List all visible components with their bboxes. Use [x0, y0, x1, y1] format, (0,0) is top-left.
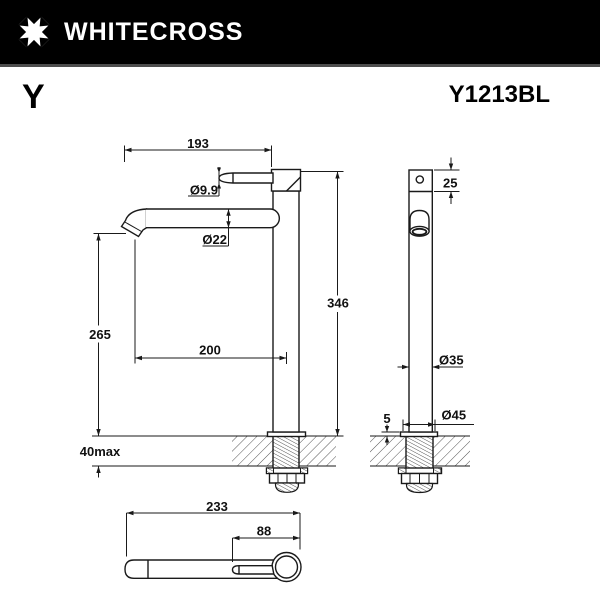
cartridge-head: [272, 170, 301, 192]
handle-knob: [272, 553, 301, 582]
dim-spout-top-label: 193: [187, 136, 209, 151]
lever-handle: [219, 173, 273, 183]
threaded-shank: [406, 436, 433, 468]
dim-head-height-label: 25: [443, 175, 458, 191]
brand-name: WHITECROSS: [64, 17, 244, 46]
dim-counter-thickness-label: 40max: [79, 444, 121, 459]
dim-base-plate-label: 5: [383, 411, 391, 426]
dim-outlet-height-label: 265: [89, 327, 111, 342]
dim-lever-diameter-label: Ø9.9: [189, 182, 218, 198]
dim-base-diameter-label: Ø45: [441, 407, 467, 423]
threaded-shank: [273, 436, 299, 468]
dim-body-diameter-label: Ø35: [439, 352, 464, 368]
shank-tail: [407, 484, 433, 493]
front-view: [80, 136, 349, 492]
dim-spout-diameter-label: Ø22: [202, 232, 227, 247]
dim-handle-length-label: 88: [256, 523, 272, 539]
dim-spout-reach-label: 200: [199, 342, 221, 358]
model-label: Y1213BL: [448, 81, 550, 108]
side-view: [370, 158, 474, 493]
dim-total-length-label: 233: [206, 499, 228, 514]
faucet-body: [273, 191, 299, 432]
dim-total-height-label: 346: [327, 295, 349, 311]
shank-tail: [276, 483, 299, 492]
faucet-body: [409, 170, 432, 432]
series-label: Y: [22, 78, 45, 116]
top-view: [125, 499, 301, 582]
lever-pivot-hole: [416, 176, 423, 183]
